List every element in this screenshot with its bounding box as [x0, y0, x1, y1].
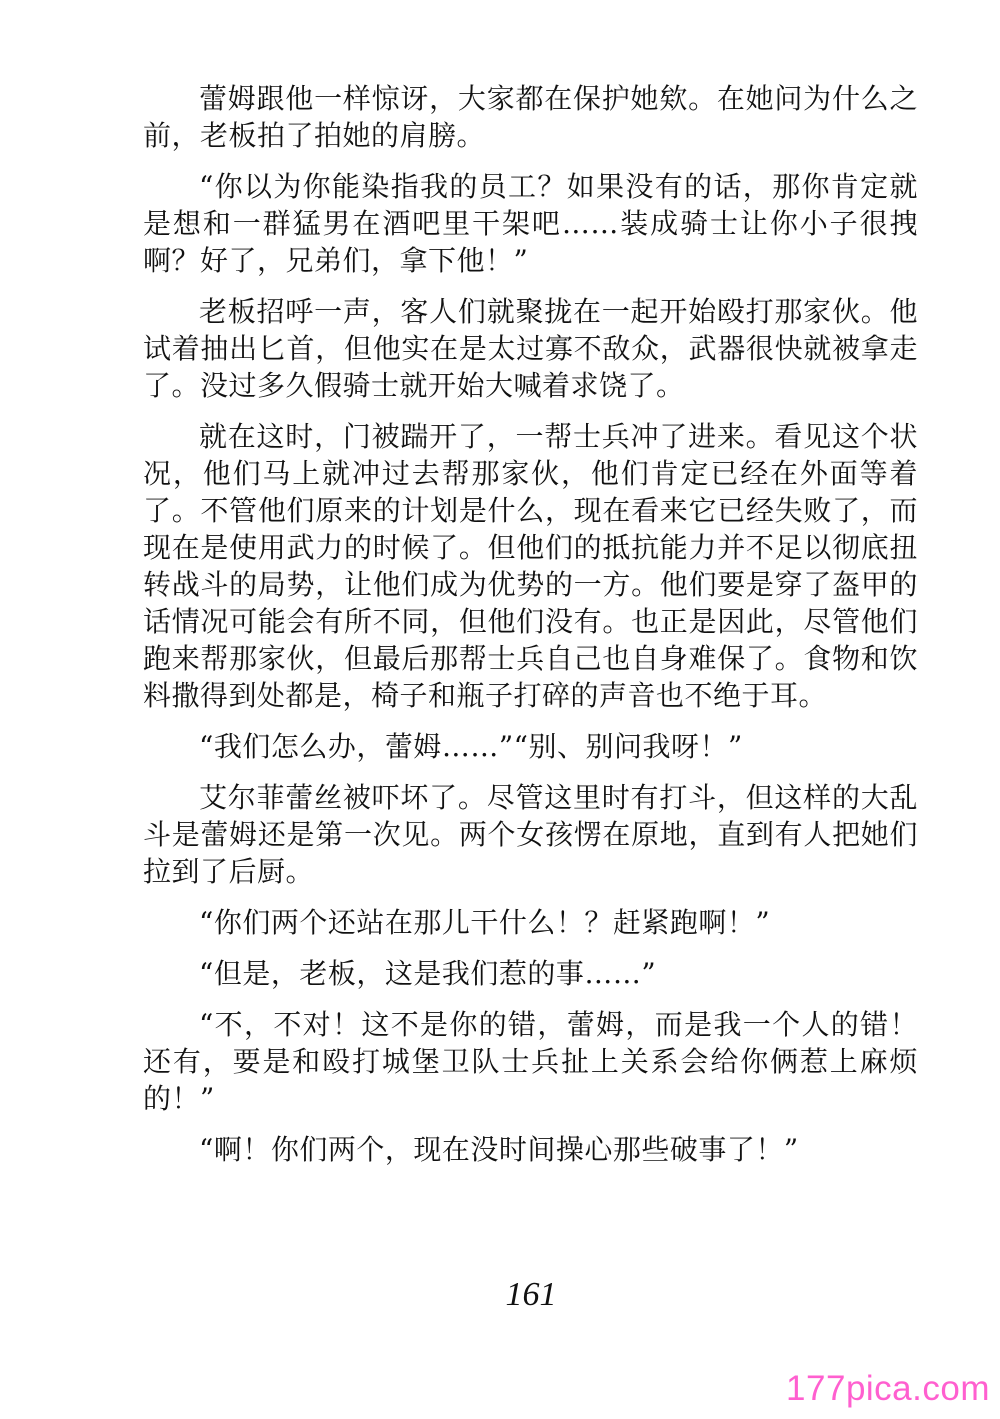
page-number: 161 [505, 1276, 557, 1313]
watermark-text: 177pica.com [786, 1369, 990, 1408]
paragraph: “你以为你能染指我的员工？如果没有的话，那你肯定就是想和一群猛男在酒吧里干架吧……装成骑士让你小子很拽啊？好了，兄弟们，拿下他！” [143, 170, 918, 277]
paragraph: 就在这时，门被踹开了，一帮士兵冲了进来。看见这个状况，他们马上就冲过去帮那家伙，他们肯定已经在外面等着了。不管他们原来的计划是什么，现在看来它已经失败了，而现在是使用武力的时候了。但他们的抵抗能力并不足以彻底扭转战斗的局势，让他们成为优势的一方。他们要是穿了盔甲的话情况可能会有所不同，但他们没有。也正是因此，尽管他们跑来帮那家伙，但最后那帮士兵自己也自身难保了。食物和饮料撒得到处都是，椅子和瓶子打碎的声音也不绝于耳。 [143, 420, 918, 712]
paragraph: “不，不对！这不是你的错，蕾姆，而是我一个人的错！还有，要是和殴打城堡卫队士兵扯上关系会给你俩惹上麻烦的！” [143, 1008, 918, 1115]
paragraph: “我们怎么办，蕾姆……”“别、别问我呀！” [199, 730, 743, 763]
paragraph: “啊！你们两个，现在没时间操心那些破事了！” [199, 1133, 799, 1166]
paragraph: 蕾姆跟他一样惊讶，大家都在保护她欸。在她问为什么之前，老板拍了拍她的肩膀。 [143, 82, 918, 152]
body-text [143, 80, 918, 1182]
paragraph: “你们两个还站在那儿干什么！？赶紧跑啊！” [199, 906, 771, 939]
paragraph: “但是，老板，这是我们惹的事……” [199, 957, 657, 990]
paragraph: 老板招呼一声，客人们就聚拢在一起开始殴打那家伙。他试着抽出匕首，但他实在是太过寡不敌众，武器很快就被拿走了。没过多久假骑士就开始大喊着求饶了。 [143, 295, 918, 402]
paragraph: 艾尔菲蕾丝被吓坏了。尽管这里时有打斗，但这样的大乱斗是蕾姆还是第一次见。两个女孩愣在原地，直到有人把她们拉到了后厨。 [143, 781, 918, 888]
